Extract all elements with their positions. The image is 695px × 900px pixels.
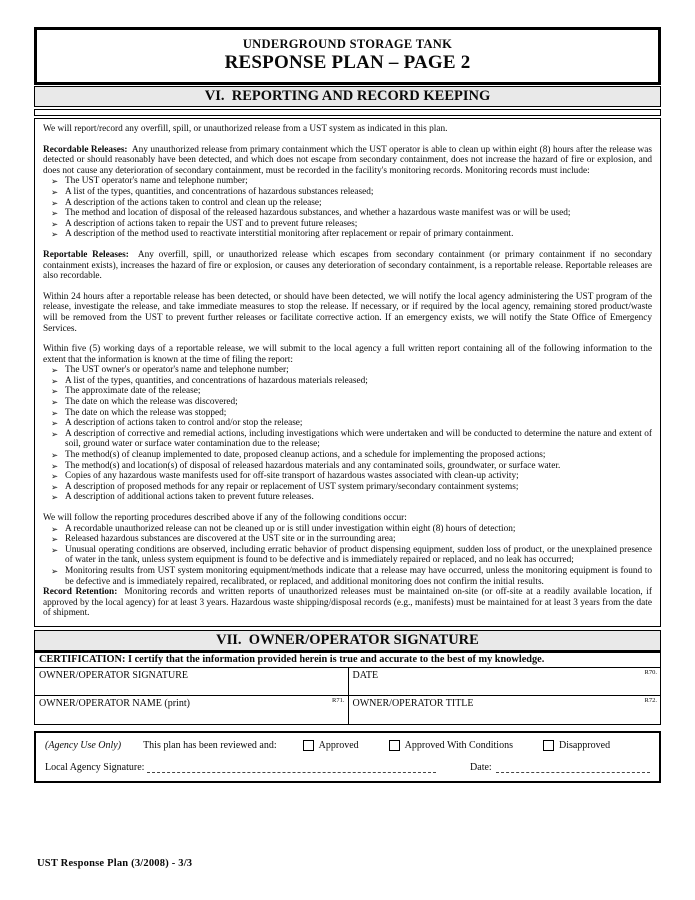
arrow-bullet-icon: ➢	[51, 218, 59, 229]
list-item-text: Released hazardous substances are discovered at the UST site or in the surrounding area;	[65, 534, 396, 545]
list-item-text: Copies of any hazardous waste manifests used for off-site transport of hazardous wastes associated with clean-up activity;	[65, 471, 519, 482]
list-item-text: A description of actions taken to repair the UST and to prevent future releases;	[65, 218, 358, 229]
list-item	[51, 365, 652, 376]
reporting-content-box	[34, 118, 661, 627]
list-item-text: The approximate date of the release;	[65, 386, 201, 397]
record-retention-lead: Record Retention:	[43, 587, 118, 598]
section-vii-header: VII. OWNER/OPERATOR SIGNATURE	[34, 630, 661, 651]
list-item	[51, 566, 652, 587]
arrow-bullet-icon: ➢	[51, 365, 59, 376]
list-item	[51, 545, 652, 566]
list-item	[51, 534, 652, 545]
reportable-releases-text: Any overfill, spill, or unauthorized release which escapes from secondary containment (or primary containment if no secondary containment exists), increases the hazard of fire or explosion, or causes any deterioration of secondary containment, is a reportable release. Reportable releases are also recordable.	[43, 249, 653, 282]
list-item-text: Monitoring results from UST system monitoring equipment/methods indicate that a release may have occurred, unless the monitoring equipment is found to be defective and is immediately repaired, recalibrated, or replaced, and additional monitoring does not confirm the initial results.	[65, 565, 652, 587]
list-item-text: A description of the method used to reactivate interstitial monitoring after replacement or repair of primary containment.	[65, 229, 514, 240]
list-item	[51, 229, 652, 240]
owner-signature-field[interactable]	[35, 668, 348, 695]
recordable-releases-lead: Recordable Releases:	[43, 144, 128, 155]
local-agency-signature-line[interactable]	[147, 762, 436, 773]
document-title-line2: RESPONSE PLAN – PAGE 2	[224, 52, 471, 73]
approved-with-conditions-label: Approved With Conditions	[404, 739, 513, 751]
list-item	[51, 198, 652, 209]
list-item	[51, 386, 652, 397]
list-item-text: The UST operator's name and telephone number;	[65, 176, 248, 187]
arrow-bullet-icon: ➢	[51, 565, 59, 576]
arrow-bullet-icon: ➢	[51, 534, 59, 545]
list-item-text: The date on which the release was stopped;	[65, 407, 227, 418]
within-24-hours-paragraph: Within 24 hours after a reportable release has been detected, or should have been detected, we will notify the local agency administering the UST program of the release, investigate the release, and take immediate measures to stop the release. If necessary, or if required by the local agency, remaining stored product/waste will be removed from the UST to prevent further releases or facilitate corrective action. If an emergency exists, we will notify the State Office of Emergency Services.	[43, 291, 652, 334]
signature-table	[34, 668, 661, 725]
list-item-text: A description of the actions taken to control and clean up the release;	[65, 197, 322, 208]
approved-checkbox[interactable]	[303, 740, 314, 751]
approved-with-conditions-option	[389, 740, 513, 751]
list-item	[51, 461, 652, 472]
review-statement: This plan has been reviewed and:	[143, 739, 277, 751]
reporting-conditions-paragraph: We will follow the reporting procedures described above if any of the following conditions occur:	[43, 513, 407, 523]
owner-name-field[interactable]	[35, 695, 348, 724]
agency-date-label: Date:	[470, 761, 492, 773]
arrow-bullet-icon: ➢	[51, 450, 59, 461]
record-retention-paragraph	[43, 587, 652, 619]
recordable-releases-text: Any unauthorized release from primary containment which the UST operator is able to clean up within eight (8) hours after the release was detected or should reasonably have been detected, and which does not escape from secondary containment, does not increase the hazard of fire or explosion, and does not cause any deterioration of secondary containment, must be recorded in the facility's monitoring records. Monitoring records must include:	[43, 144, 652, 176]
list-item-text: A description of proposed methods for any repair or replacement of UST system primary/secondary containment systems;	[65, 481, 519, 492]
list-item	[51, 471, 652, 482]
agency-review-row	[45, 740, 650, 751]
list-item-text: The method(s) and location(s) of disposal of released hazardous materials and any contaminated soils, groundwater, or surface water.	[65, 460, 561, 471]
owner-title-field[interactable]	[348, 695, 661, 724]
arrow-bullet-icon: ➢	[51, 492, 59, 503]
list-item-text: A list of the types, quantities, and concentrations of hazardous materials released;	[65, 375, 368, 386]
field-ref-number: R70.	[644, 668, 657, 676]
approved-option	[303, 740, 359, 751]
list-item	[51, 397, 652, 408]
list-item	[51, 176, 652, 187]
reportable-releases-paragraph	[43, 250, 652, 282]
spacer-row	[34, 109, 661, 116]
arrow-bullet-icon: ➢	[51, 229, 59, 240]
arrow-bullet-icon: ➢	[51, 523, 59, 534]
list-item	[51, 376, 652, 387]
disapproved-checkbox[interactable]	[543, 740, 554, 751]
arrow-bullet-icon: ➢	[51, 397, 59, 408]
list-item-text: Unusual operating conditions are observed, including erratic behavior of product dispensing equipment, sudden loss of product, or the unexplained presence of water in the tank, unless system equipment is found to be defective and is immediately repaired or replaced, and no leak has occurred;	[65, 544, 652, 566]
list-item	[51, 208, 652, 219]
arrow-bullet-icon: ➢	[51, 460, 59, 471]
arrow-bullet-icon: ➢	[51, 386, 59, 397]
list-item-text: A description of corrective and remedial actions, including investigations which were undertaken and will be conducted to determine the nature and extent of soil, ground water or surface water contamination due to the release;	[65, 428, 652, 450]
arrow-bullet-icon: ➢	[51, 186, 59, 197]
disapproved-label: Disapproved	[558, 739, 611, 751]
agency-signature-row	[45, 762, 650, 773]
field-ref-number: R71.	[332, 696, 345, 704]
date-field[interactable]	[348, 668, 661, 695]
list-item	[51, 450, 652, 461]
owner-signature-label: OWNER/OPERATOR SIGNATURE	[39, 669, 188, 681]
intro-paragraph: We will report/record any overfill, spill, or unauthorized release from a UST system as indicated in this plan.	[43, 124, 448, 134]
written-report-contents-list	[51, 365, 652, 503]
recordable-records-list	[51, 176, 652, 240]
list-item-text: A list of the types, quantities, and concentrations of hazardous substances released;	[65, 186, 374, 197]
arrow-bullet-icon: ➢	[51, 418, 59, 429]
list-item	[51, 429, 652, 450]
arrow-bullet-icon: ➢	[51, 208, 59, 219]
document-header	[34, 27, 661, 85]
arrow-bullet-icon: ➢	[51, 197, 59, 208]
arrow-bullet-icon: ➢	[51, 407, 59, 418]
arrow-bullet-icon: ➢	[51, 428, 59, 439]
document-page	[34, 27, 661, 900]
list-item-text: The date on which the release was discovered;	[65, 397, 238, 408]
certification-statement: CERTIFICATION: I certify that the information provided herein is true and accurate to the best of my knowledge.	[34, 651, 661, 668]
local-agency-signature-label: Local Agency Signature:	[45, 761, 145, 773]
reporting-conditions-list	[51, 524, 652, 588]
agency-date-line[interactable]	[496, 762, 650, 773]
list-item	[51, 492, 652, 503]
list-item-text: A recordable unauthorized release can not be cleaned up or is still under investigation within eight (8) hours of detection;	[65, 523, 516, 534]
section-vi-header: VI. REPORTING AND RECORD KEEPING	[34, 86, 661, 107]
date-label: DATE	[352, 669, 379, 681]
approved-label: Approved	[318, 739, 359, 751]
list-item	[51, 482, 652, 493]
list-item-text: The method and location of disposal of the released hazardous substances, and whether a hazardous waste manifest was or will be used;	[65, 208, 571, 219]
arrow-bullet-icon: ➢	[51, 471, 59, 482]
agency-use-box	[34, 731, 661, 783]
owner-name-label: OWNER/OPERATOR NAME (print)	[39, 697, 190, 709]
list-item	[51, 187, 652, 198]
arrow-bullet-icon: ➢	[51, 375, 59, 386]
arrow-bullet-icon: ➢	[51, 176, 59, 187]
list-item	[51, 219, 652, 230]
list-item-text: The UST owner's or operator's name and telephone number;	[65, 365, 289, 376]
list-item	[51, 524, 652, 535]
field-ref-number: R72.	[644, 696, 657, 704]
list-item	[51, 418, 652, 429]
agency-use-only-label: (Agency Use Only)	[45, 739, 122, 751]
within-five-days-paragraph: Within five (5) working days of a reportable release, we will submit to the local agency a full written report containing all of the following information to the extent that the information is known at the time of filing the report:	[43, 344, 652, 365]
record-retention-text: Monitoring records and written reports of unauthorized releases must be maintained on-site (or off-site at a readily available location, if approved by the local agency) for at least 3 years. Hazardous waste shipping/disposal records (e.g., manifests) must be maintained for at least 3 years from the date of shipment.	[43, 587, 652, 619]
footer-text: UST Response Plan (3/2008) - 3/3	[37, 858, 193, 869]
list-item-text: A description of additional actions taken to prevent future releases.	[65, 492, 314, 503]
list-item-text: A description of actions taken to control and/or stop the release;	[65, 418, 303, 429]
document-title-line1: UNDERGROUND STORAGE TANK	[242, 37, 453, 51]
list-item	[51, 408, 652, 419]
list-item-text: The method(s) of cleanup implemented to date, proposed cleanup actions, and a schedule for implementing the proposed actions;	[65, 450, 546, 461]
approved-with-conditions-checkbox[interactable]	[389, 740, 400, 751]
arrow-bullet-icon: ➢	[51, 544, 59, 555]
arrow-bullet-icon: ➢	[51, 481, 59, 492]
recordable-releases-paragraph	[43, 145, 652, 177]
owner-title-label: OWNER/OPERATOR TITLE	[352, 697, 474, 709]
disapproved-option	[543, 740, 610, 751]
reportable-releases-lead: Reportable Releases:	[43, 249, 129, 260]
